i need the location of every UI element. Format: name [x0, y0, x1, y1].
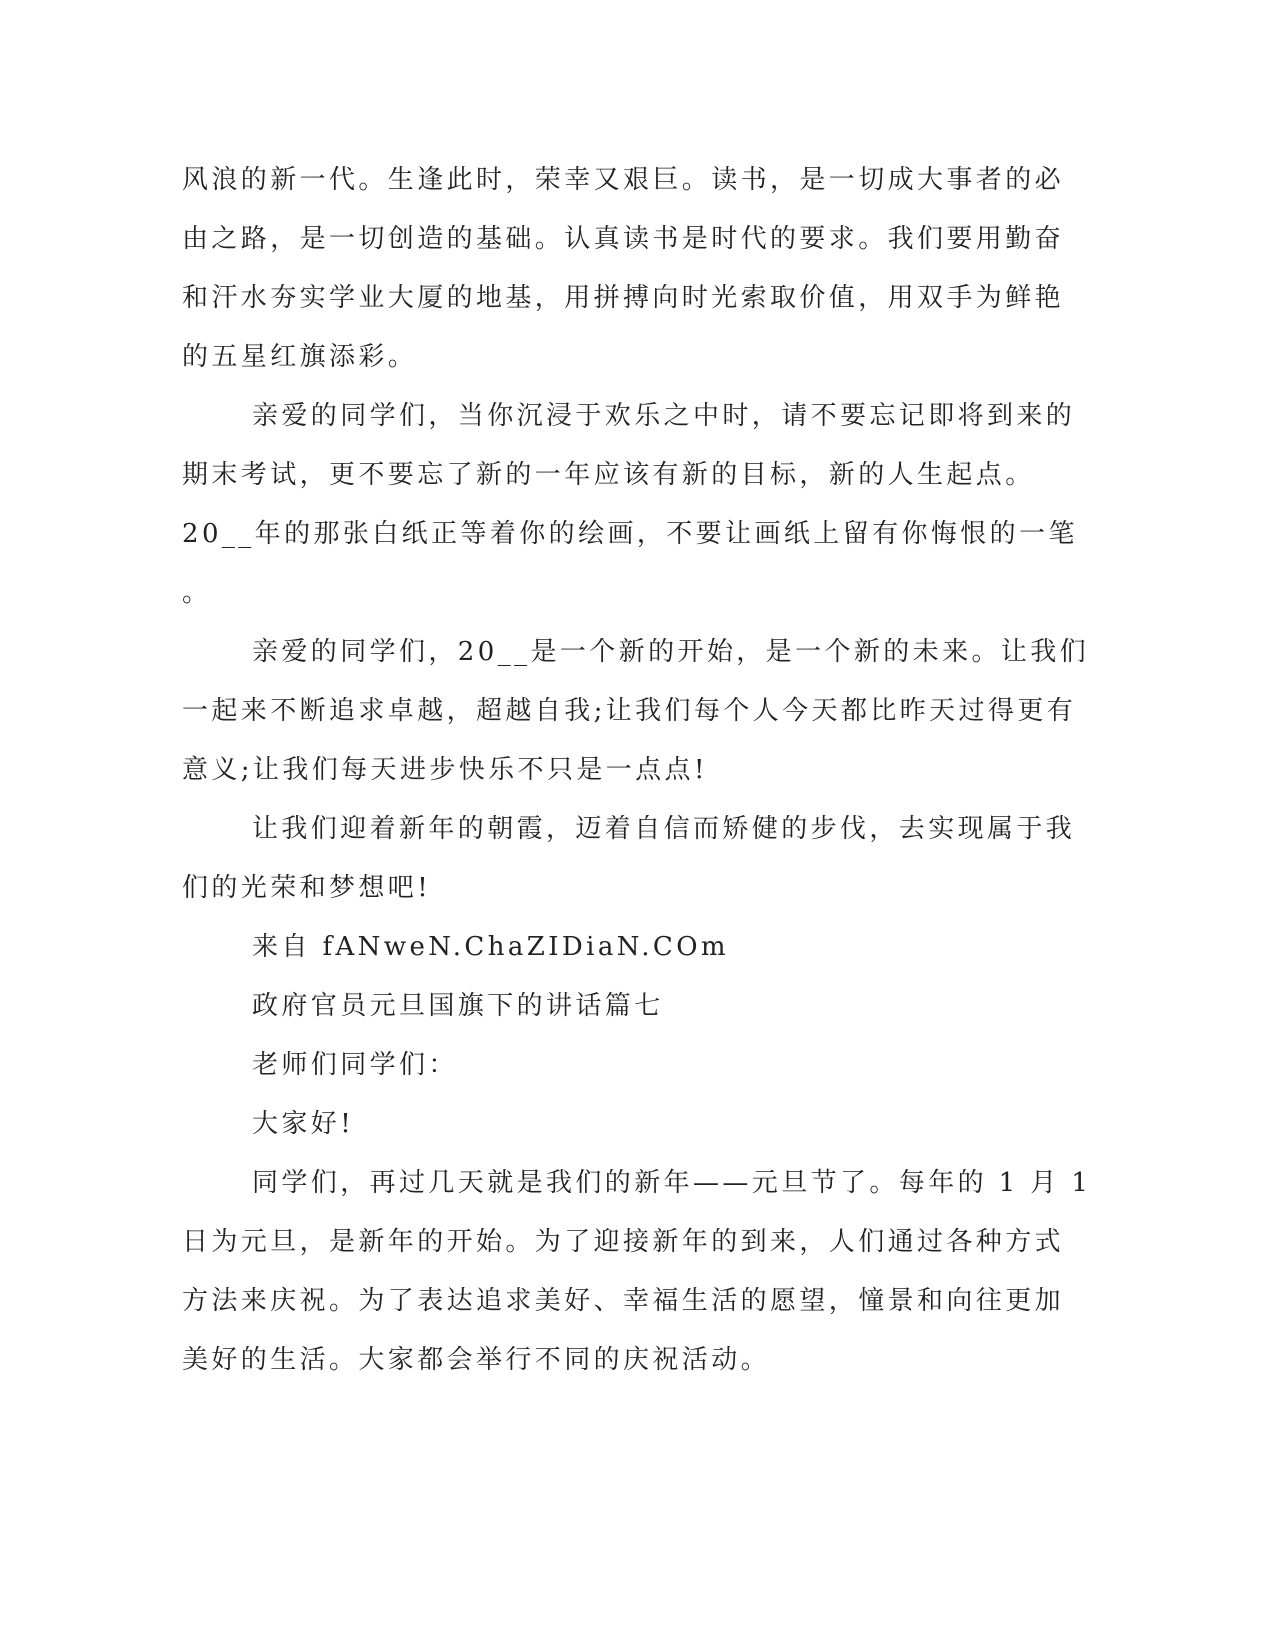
text-line: 方法来庆祝。为了表达追求美好、幸福生活的愿望，憧景和向往更加	[182, 1286, 1065, 1316]
text-line: 。	[182, 578, 212, 608]
text-line: 同学们，再过几天就是我们的新年——元旦节了。每年的 1 月 1	[252, 1168, 1092, 1198]
text-line: 亲爱的同学们，当你沉浸于欢乐之中时，请不要忘记即将到来的	[252, 401, 1076, 431]
text-line: 意义;让我们每天进步快乐不只是一点点!	[182, 755, 708, 785]
greeting: 大家好!	[252, 1109, 355, 1139]
text-line: 让我们迎着新年的朝霞，迈着自信而矫健的步伐，去实现属于我	[252, 814, 1076, 844]
text-line: 20__年的那张白纸正等着你的绘画，不要让画纸上留有你悔恨的一笔	[182, 519, 1078, 549]
text-line: 一起来不断追求卓越，超越自我;让我们每个人今天都比昨天过得更有	[182, 696, 1077, 726]
text-line: 风浪的新一代。生逢此时，荣幸又艰巨。读书，是一切成大事者的必	[182, 165, 1065, 195]
text-line: 由之路，是一切创造的基础。认真读书是时代的要求。我们要用勤奋	[182, 224, 1065, 254]
salutation: 老师们同学们：	[252, 1050, 458, 1080]
text-line: 期末考试，更不要忘了新的一年应该有新的目标，新的人生起点。	[182, 460, 1035, 490]
text-line: 亲爱的同学们，20__是一个新的开始，是一个新的未来。让我们	[252, 637, 1090, 667]
source-line: 来自 fANweN.ChaZIDiaN.COm	[252, 932, 729, 962]
section-title: 政府官员元旦国旗下的讲话篇七	[252, 991, 664, 1021]
text-line: 的五星红旗添彩。	[182, 342, 418, 372]
text-line: 们的光荣和梦想吧!	[182, 873, 432, 903]
text-line: 美好的生活。大家都会举行不同的庆祝活动。	[182, 1345, 771, 1375]
text-line: 和汗水夯实学业大厦的地基，用拼搏向时光索取价值，用双手为鲜艳	[182, 283, 1065, 313]
text-line: 日为元旦，是新年的开始。为了迎接新年的到来，人们通过各种方式	[182, 1227, 1065, 1257]
